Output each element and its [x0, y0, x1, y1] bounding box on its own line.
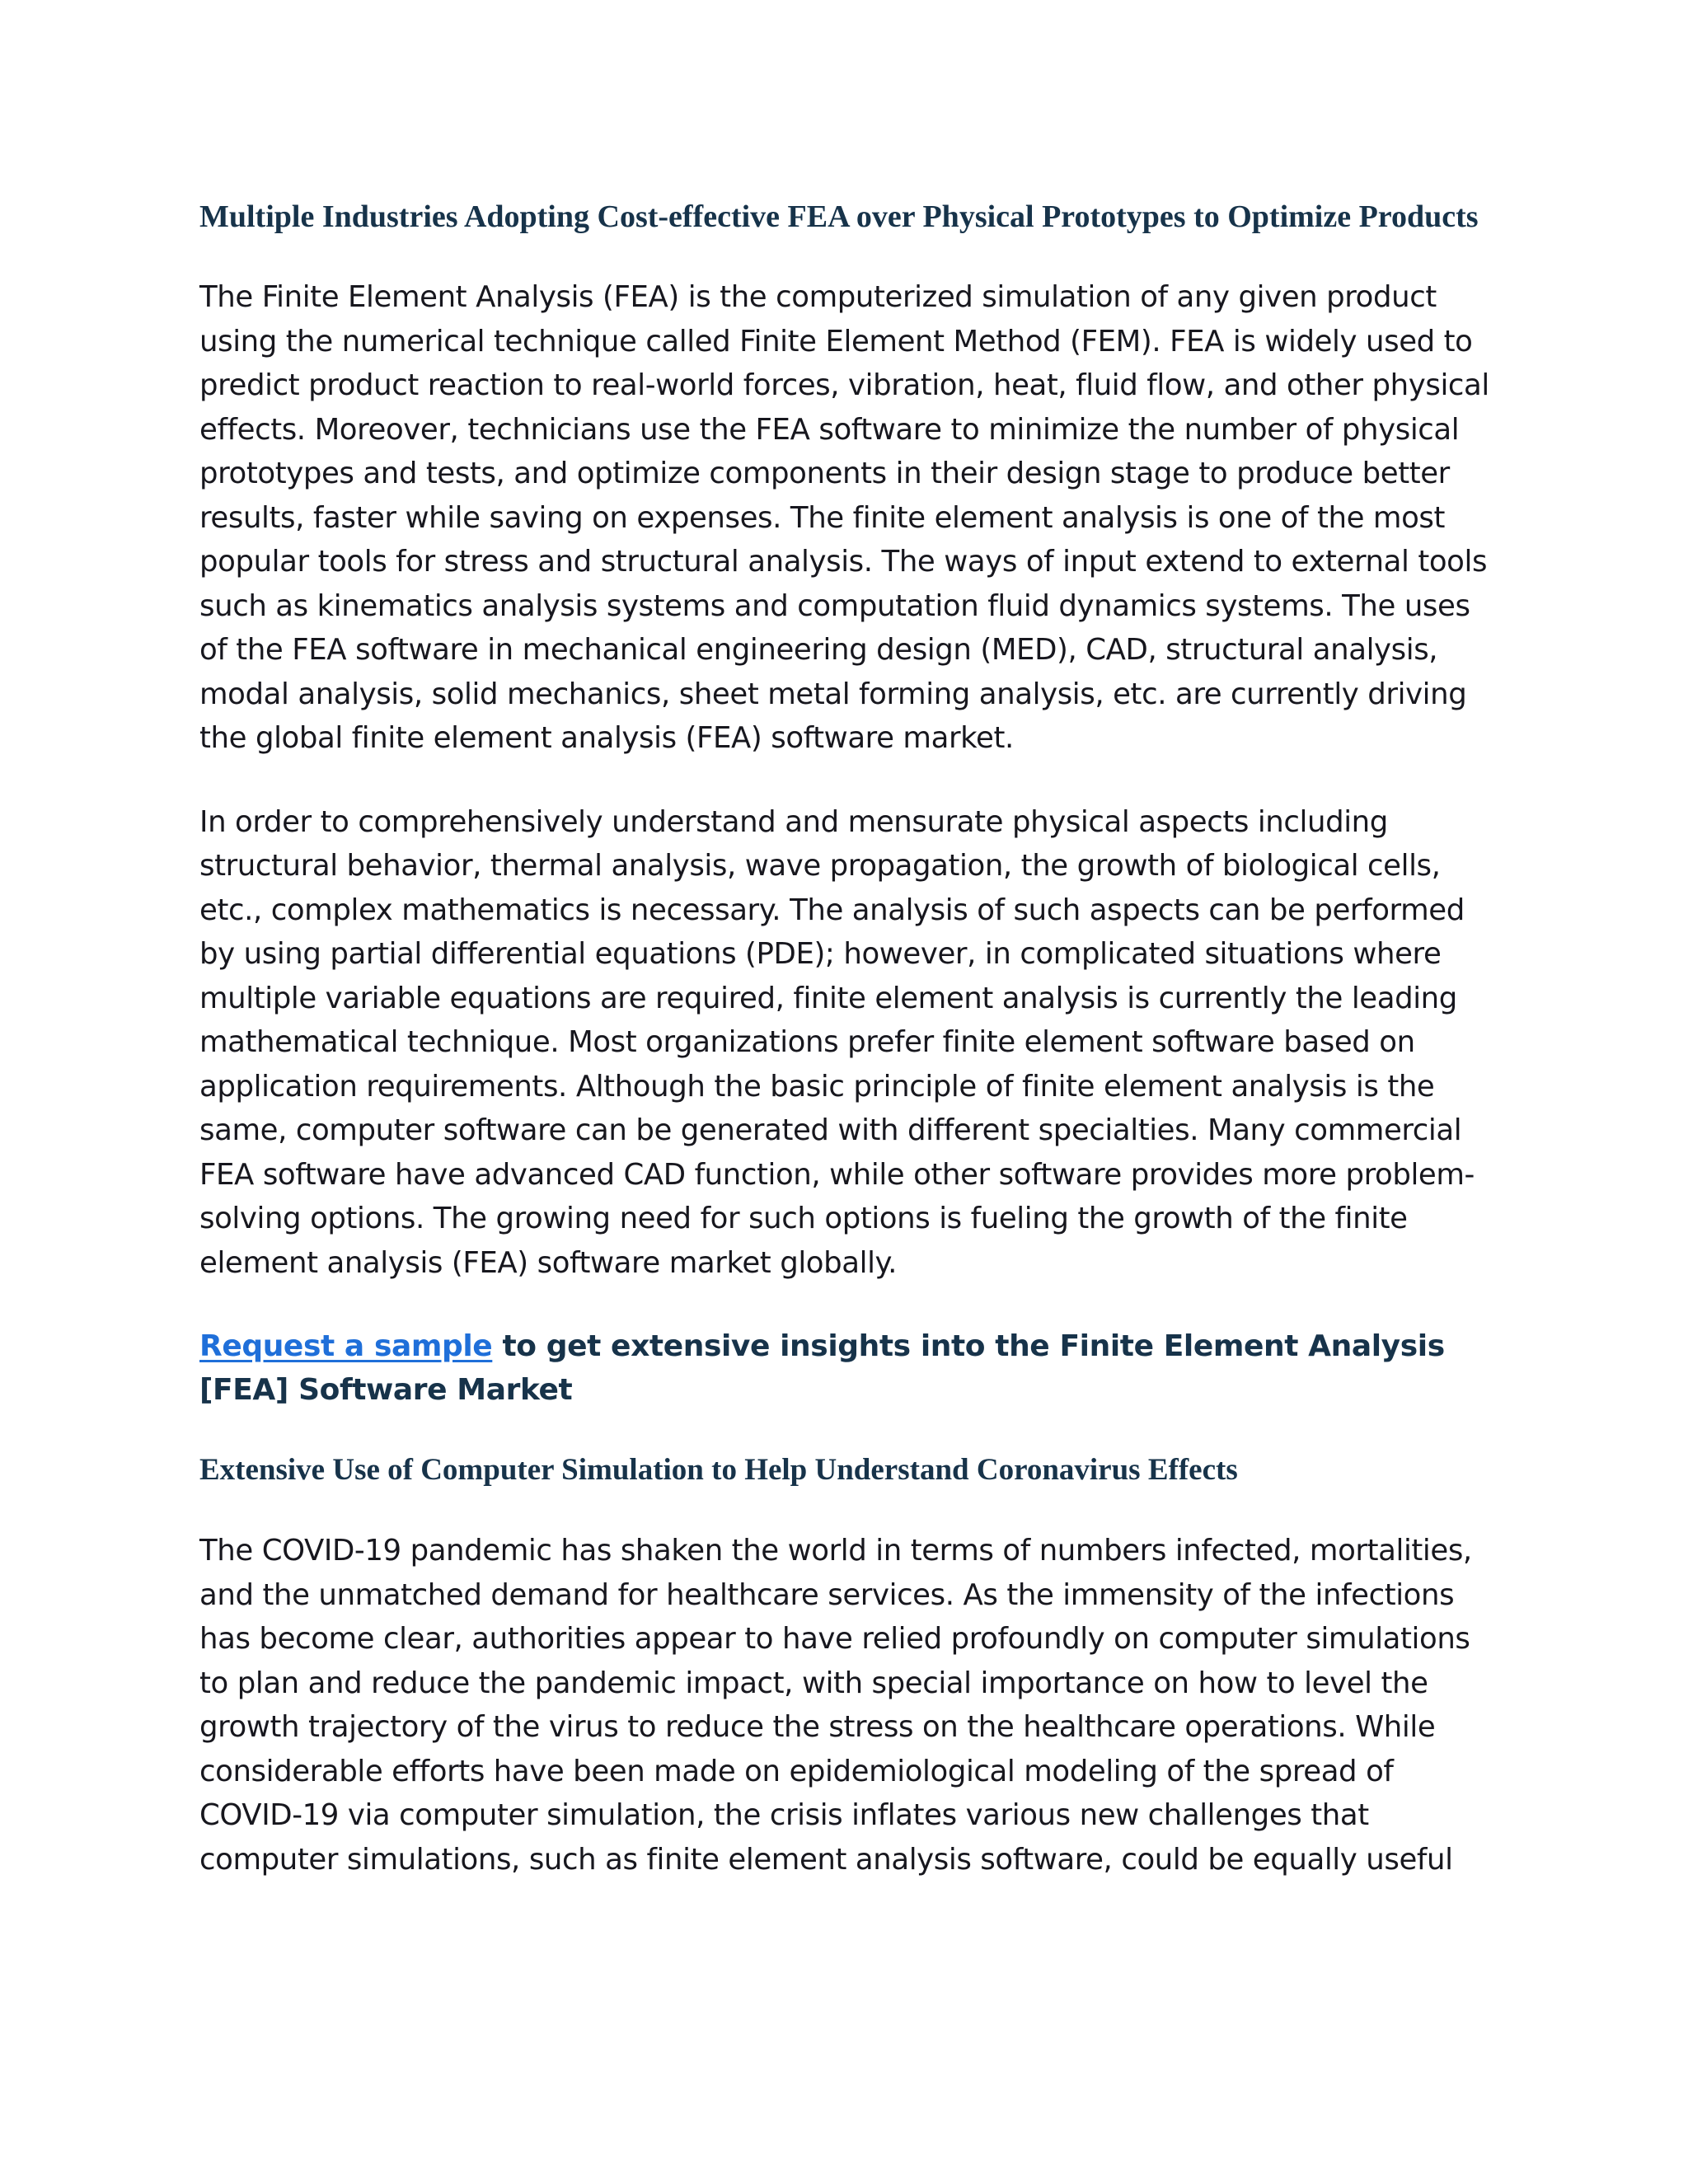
paragraph-fea-mathematics: In order to comprehensively understand and mensurate physical aspects including structural behavior, thermal analysis, wave propagation, the growth of biological cells, etc., complex mathematics is necessary. The analysis of such aspects can be performed by using partial differential equations (PDE); however, in complicated situations where multiple variable equations are required, finite element analysis is currently the leading mathematical technique. Most organizations prefer finite element software based on application requirements. Although the basic principle of finite element analysis is the same, computer software can be generated with different specialties. Many commercial FEA software have advanced CAD function, while other software provides more problem-solving options. The growing need for such options is fueling the growth of the finite element analysis (FEA) software market globally. — [199, 804, 1475, 1280]
request-sample-callout — [199, 1324, 1495, 1412]
request-sample-link[interactable]: Request a sample — [199, 1329, 493, 1363]
document-page — [199, 198, 1495, 1882]
paragraph-fea-intro: The Finite Element Analysis (FEA) is the computerized simulation of any given product using the numerical technique called Finite Element Method (FEM). FEA is widely used to predict product reaction to real-world forces, vibration, heat, fluid flow, and other physical effects. Moreover, technicians use the FEA software to minimize the number of physical prototypes and tests, and optimize components in their design stage to produce better results, faster while saving on expenses. The finite element analysis is one of the most popular tools for stress and structural analysis. The ways of input extend to external tools such as kinematics analysis systems and computation fluid dynamics systems. The uses of the FEA software in mechanical engineering design (MED), CAD, structural analysis, modal analysis, solid mechanics, sheet metal forming analysis, etc. are currently driving the global finite element analysis (FEA) software market. — [199, 280, 1489, 755]
section-heading-fea-adoption: Multiple Industries Adopting Cost-effective FEA over Physical Prototypes to Optimize Products — [199, 199, 1479, 234]
section-heading-coronavirus: Extensive Use of Computer Simulation to Help Understand Coronavirus Effects — [199, 1453, 1238, 1487]
request-sample-text: to get extensive insights into the Finite Element Analysis [FEA] Software Market — [199, 1329, 1445, 1407]
paragraph-covid-simulation: The COVID-19 pandemic has shaken the world in terms of numbers infected, mortalities, and the unmatched demand for healthcare services. As the immensity of the infections has become clear, authorities appear to have relied profoundly on computer simulations to plan and reduce the pandemic impact, with special importance on how to level the growth trajectory of the virus to reduce the stress on the healthcare operations. While considerable efforts have been made on epidemiological modeling of the spread of COVID-19 via computer simulation, the crisis inflates various new challenges that computer simulations, such as finite element analysis software, could be equally useful — [199, 1534, 1472, 1877]
